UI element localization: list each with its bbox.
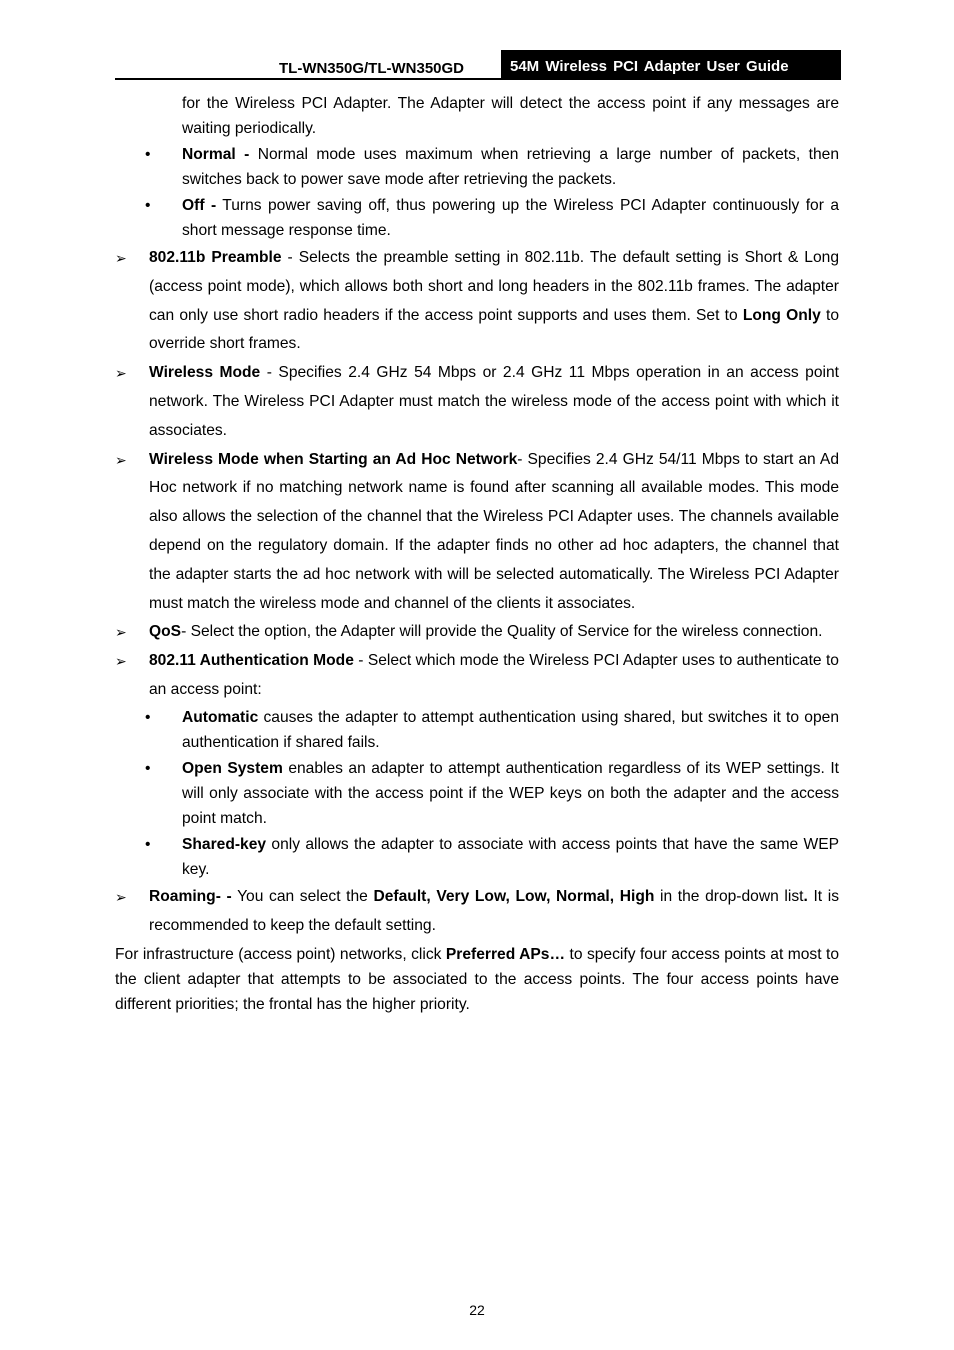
arrow-bullet-icon: ➢ xyxy=(115,365,127,382)
term-adhoc-mode: Wireless Mode when Starting an Ad Hoc Network xyxy=(149,450,518,468)
desc-open-system: enables an adapter to attempt authentication regardless of its WEP settings. It will only associate with the access point if the WEP keys on both the adapter and the access point match. xyxy=(182,759,839,827)
term-wireless-mode: Wireless Mode xyxy=(149,364,261,382)
bullet-icon: • xyxy=(145,708,151,726)
section-preamble xyxy=(115,244,839,359)
desc-preamble: - Selects the preamble setting in 802.11b. The default setting is Short & Long (access point mode), which allows both short and long headers in the 802.11b frames. The adapter can only use short radio headers if the access point supports and uses them. Set to xyxy=(149,249,839,324)
desc-qos: - Select the option, the Adapter will provide the Quality of Service for the wireless connection. xyxy=(181,623,823,641)
header-rule xyxy=(115,78,501,80)
header-model: TL-WN350G/TL-WN350GD xyxy=(279,60,465,77)
closing-text-end: to specify four access points at most to the client adapter that attempts to be associated to the access points. The four access points have different priorities; the frontal has the higher priority. xyxy=(115,946,840,1014)
arrow-bullet-icon: ➢ xyxy=(115,653,127,670)
header-guide-title: 54M Wireless PCI Adapter User Guide xyxy=(501,50,841,80)
term-long-only: Long Only xyxy=(742,306,821,324)
desc-wireless-mode: - Specifies 2.4 GHz 54 Mbps or 2.4 GHz 11 Mbps operation in an access point network. The Wireless PCI Adapter must match the wireless mode of the access point with which it associates. xyxy=(149,364,839,439)
arrow-bullet-icon: ➢ xyxy=(115,451,127,468)
term-open-system: Open System xyxy=(182,759,283,777)
desc-roaming-end: It is recommended to keep the default setting. xyxy=(149,887,840,934)
list-item-open-system xyxy=(115,756,839,831)
desc-preamble-end: to override short frames. xyxy=(149,306,840,353)
closing-text: For infrastructure (access point) networks, click xyxy=(115,946,446,964)
term-auth-mode: 802.11 Authentication Mode xyxy=(149,652,354,670)
desc-shared-key: only allows the adapter to associate with access points that have the same WEP key. xyxy=(182,835,839,878)
term-normal: Normal - xyxy=(182,146,250,163)
desc-off: Turns power saving off, thus powering up the Wireless PCI Adapter continuously for a short message response time. xyxy=(182,197,839,239)
section-wireless-mode xyxy=(115,359,839,445)
desc-auth-mode: - Select which mode the Wireless PCI Adapter uses to authenticate to an access point: xyxy=(149,652,839,698)
arrow-bullet-icon: ➢ xyxy=(115,250,127,266)
closing-paragraph xyxy=(115,942,839,1017)
list-item-normal xyxy=(115,142,839,192)
page-number: 22 xyxy=(469,1302,485,1318)
bullet-icon: • xyxy=(145,146,151,163)
arrow-bullet-icon: ➢ xyxy=(115,624,127,641)
bullet-icon: • xyxy=(145,197,151,214)
term-roaming: Roaming- - xyxy=(149,887,232,905)
term-automatic: Automatic xyxy=(182,708,259,726)
term-preferred-aps: Preferred APs… xyxy=(445,946,566,964)
term-qos: QoS xyxy=(149,623,182,641)
term-roaming-period: . xyxy=(803,887,808,905)
desc-normal: Normal mode uses maximum when retrieving a large number of packets, then switches back to power save mode after retrieving the packets. xyxy=(182,146,839,188)
list-item-automatic xyxy=(115,705,839,755)
term-shared-key: Shared-key xyxy=(182,835,267,853)
bullet-icon: • xyxy=(145,759,151,777)
page-header xyxy=(115,50,841,80)
term-preamble: 802.11b Preamble xyxy=(149,249,282,266)
term-roaming-options: Default, Very Low, Low, Normal, High xyxy=(373,887,655,905)
desc-automatic: causes the adapter to attempt authentication using shared, but switches it to open authentication if shared fails. xyxy=(182,708,839,751)
arrow-bullet-icon: ➢ xyxy=(115,888,127,905)
list-item-off xyxy=(115,193,839,243)
section-qos xyxy=(115,618,839,647)
term-off: Off - xyxy=(182,197,217,214)
list-item-shared-key xyxy=(115,832,839,882)
intro-continuation: for the Wireless PCI Adapter. The Adapter will detect the access point if any messages are waiting periodically. xyxy=(182,95,839,137)
bullet-icon: • xyxy=(145,835,151,853)
section-roaming xyxy=(115,883,839,941)
section-auth-mode xyxy=(115,647,839,705)
desc-roaming: You can select the xyxy=(231,887,374,905)
section-adhoc-mode xyxy=(115,446,839,619)
desc-adhoc-mode: - Specifies 2.4 GHz 54/11 Mbps to start an Ad Hoc network if no matching network name is found after scanning all available modes. This mode also allows the selection of the channel that the Wireless PCI Adapter uses. The channels available depend on the regulatory domain. If the adapter finds no other ad hoc adapters, the channel that the adapter starts the ad hoc network with will be selected automatically. The Wireless PCI Adapter must match the wireless mode and channel of the clients it associates. xyxy=(149,450,839,612)
desc-roaming-list: in the drop-down list xyxy=(654,887,804,905)
page-content xyxy=(115,91,839,1017)
